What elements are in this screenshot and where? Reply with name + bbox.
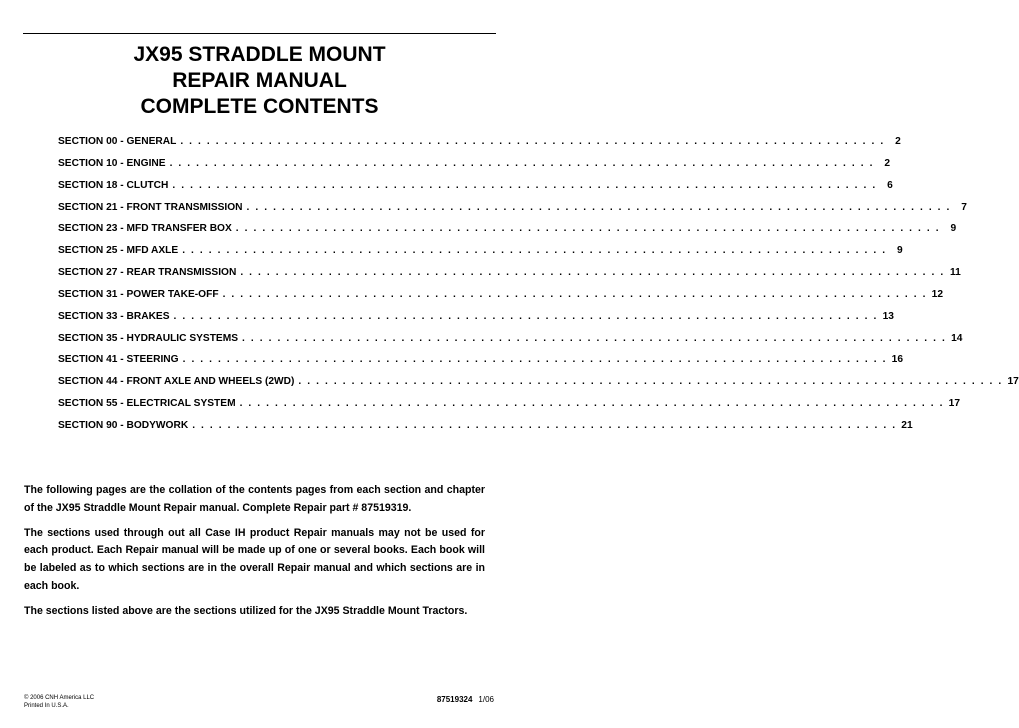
toc-dot-leader: . . . . . . . . . . . . . . . . . . . . . . . . . . . . . . . . . . . . . . . . . . . . . . . . . . . . . . . . . . . . . . . . . . . . . . . . . . . . . . . . xyxy=(172,179,877,191)
toc-section-label: SECTION 44 - FRONT AXLE AND WHEELS (2WD) xyxy=(58,376,295,388)
toc-page-number: 6 xyxy=(887,179,893,191)
toc-entry xyxy=(58,201,967,224)
intro-text xyxy=(24,482,485,628)
toc-dot-leader: . . . . . . . . . . . . . . . . . . . . . . . . . . . . . . . . . . . . . . . . . . . . . . . . . . . . . . . . . . . . . . . . . . . . . . . . . . . . . . . . xyxy=(246,201,951,213)
table-of-contents xyxy=(58,136,1019,442)
toc-entry xyxy=(58,223,957,245)
toc-section-label: SECTION 31 - POWER TAKE-OFF xyxy=(58,288,219,300)
toc-page-number: 21 xyxy=(901,419,913,431)
toc-dot-leader: . . . . . . . . . . . . . . . . . . . . . . . . . . . . . . . . . . . . . . . . . . . . . . . . . . . . . . . . . . . . . . . . . . . . . . . . . . . . . . . . xyxy=(298,376,1003,388)
toc-entry xyxy=(58,310,894,333)
toc-page-number: 16 xyxy=(891,354,904,366)
page-title xyxy=(0,42,519,120)
toc-entry xyxy=(58,179,893,202)
toc-entry xyxy=(58,136,901,158)
toc-dot-leader: . . . . . . . . . . . . . . . . . . . . . . . . . . . . . . . . . . . . . . . . . . . . . . . . . . . . . . . . . . . . . . . . . . . . . . . . . . . . . . . . xyxy=(239,398,944,410)
toc-dot-leader: . . . . . . . . . . . . . . . . . . . . . . . . . . . . . . . . . . . . . . . . . . . . . . . . . . . . . . . . . . . . . . . . . . . . . . . . . . . . . . . . xyxy=(192,419,897,431)
footer-copyright-block xyxy=(24,694,94,710)
toc-dot-leader: . . . . . . . . . . . . . . . . . . . . . . . . . . . . . . . . . . . . . . . . . . . . . . . . . . . . . . . . . . . . . . . . . . . . . . . . . . . . . . . . xyxy=(242,332,947,344)
toc-section-label: SECTION 21 - FRONT TRANSMISSION xyxy=(58,201,243,213)
toc-entry xyxy=(58,288,943,311)
toc-section-label: SECTION 10 - ENGINE xyxy=(58,157,166,169)
toc-section-label: SECTION 18 - CLUTCH xyxy=(58,179,169,191)
toc-dot-leader: . . . . . . . . . . . . . . . . . . . . . . . . . . . . . . . . . . . . . . . . . . . . . . . . . . . . . . . . . . . . . . . . . . . . . . . . . . . . . . . . xyxy=(169,157,874,169)
toc-section-label: SECTION 23 - MFD TRANSFER BOX xyxy=(58,223,232,235)
toc-page-number: 11 xyxy=(949,267,961,279)
toc-entry xyxy=(58,398,960,420)
toc-section-label: SECTION 00 - GENERAL xyxy=(58,136,177,147)
top-rule xyxy=(23,33,496,34)
revision-date: 1/06 xyxy=(478,695,494,704)
toc-section-label: SECTION 35 - HYDRAULIC SYSTEMS xyxy=(58,332,239,344)
intro-paragraph-1: The following pages are the collation of the contents pages from each section and chapter of the JX95 Straddle Mount Repair manual. Complete Repair part # 87519319. xyxy=(24,484,485,514)
toc-page-number: 9 xyxy=(896,245,903,257)
toc-section-label: SECTION 25 - MFD AXLE xyxy=(58,245,179,257)
footer-part-info xyxy=(437,695,494,704)
toc-page-number: 2 xyxy=(895,136,901,147)
toc-section-label: SECTION 41 - STEERING xyxy=(58,354,179,366)
toc-entry xyxy=(58,419,913,442)
part-number: 87519324 xyxy=(436,695,473,704)
toc-page-number: 12 xyxy=(931,288,943,300)
toc-section-label: SECTION 55 - ELECTRICAL SYSTEM xyxy=(58,398,236,410)
toc-entry xyxy=(58,245,903,267)
intro-paragraph-3: The sections listed above are the sections utilized for the JX95 Straddle Mount Tractors. xyxy=(24,604,468,617)
intro-paragraph-2: The sections used through out all Case IH product Repair manuals may not be used for each product. Each Repair manual will be made up of one or several books. Each book will be labeled as to which sections are in the overall Repair manual and which sections are in each book. xyxy=(24,526,485,592)
toc-entry xyxy=(58,157,890,180)
printed-text: Printed In U.S.A. xyxy=(24,703,69,709)
toc-section-label: SECTION 33 - BRAKES xyxy=(58,310,170,322)
toc-page-number: 17 xyxy=(1007,376,1019,388)
copyright-text: © 2006 CNH America LLC xyxy=(24,695,95,701)
toc-page-number: 17 xyxy=(948,398,960,410)
toc-dot-leader: . . . . . . . . . . . . . . . . . . . . . . . . . . . . . . . . . . . . . . . . . . . . . . . . . . . . . . . . . . . . . . . . . . . . . . . . . . . . . . . . xyxy=(182,245,887,257)
title-line-2: REPAIR MANUAL xyxy=(172,69,347,92)
toc-section-label: SECTION 27 - REAR TRANSMISSION xyxy=(58,267,237,279)
toc-entry xyxy=(58,332,963,355)
toc-page-number: 9 xyxy=(950,223,957,235)
toc-dot-leader: . . . . . . . . . . . . . . . . . . . . . . . . . . . . . . . . . . . . . . . . . . . . . . . . . . . . . . . . . . . . . . . . . . . . . . . . . . . . . . . . xyxy=(235,223,941,235)
toc-entry xyxy=(58,354,904,376)
toc-page-number: 2 xyxy=(884,157,890,169)
toc-dot-leader: . . . . . . . . . . . . . . . . . . . . . . . . . . . . . . . . . . . . . . . . . . . . . . . . . . . . . . . . . . . . . . . . . . . . . . . . . . . . . . . . xyxy=(180,136,885,147)
toc-dot-leader: . . . . . . . . . . . . . . . . . . . . . . . . . . . . . . . . . . . . . . . . . . . . . . . . . . . . . . . . . . . . . . . . . . . . . . . . . . . . . . . . xyxy=(182,354,888,366)
toc-page-number: 7 xyxy=(961,201,967,213)
toc-dot-leader: . . . . . . . . . . . . . . . . . . . . . . . . . . . . . . . . . . . . . . . . . . . . . . . . . . . . . . . . . . . . . . . . . . . . . . . . . . . . . . . . xyxy=(173,310,878,322)
toc-section-label: SECTION 90 - BODYWORK xyxy=(58,419,189,431)
toc-entry xyxy=(58,267,961,289)
title-line-3: COMPLETE CONTENTS xyxy=(140,95,379,118)
toc-page-number: 14 xyxy=(951,332,963,344)
toc-entry xyxy=(58,376,1019,398)
title-line-1: JX95 STRADDLE MOUNT xyxy=(133,43,386,66)
toc-dot-leader: . . . . . . . . . . . . . . . . . . . . . . . . . . . . . . . . . . . . . . . . . . . . . . . . . . . . . . . . . . . . . . . . . . . . . . . . . . . . . . . . xyxy=(240,267,945,279)
toc-dot-leader: . . . . . . . . . . . . . . . . . . . . . . . . . . . . . . . . . . . . . . . . . . . . . . . . . . . . . . . . . . . . . . . . . . . . . . . . . . . . . . . . xyxy=(222,288,927,300)
toc-page-number: 13 xyxy=(882,310,894,322)
